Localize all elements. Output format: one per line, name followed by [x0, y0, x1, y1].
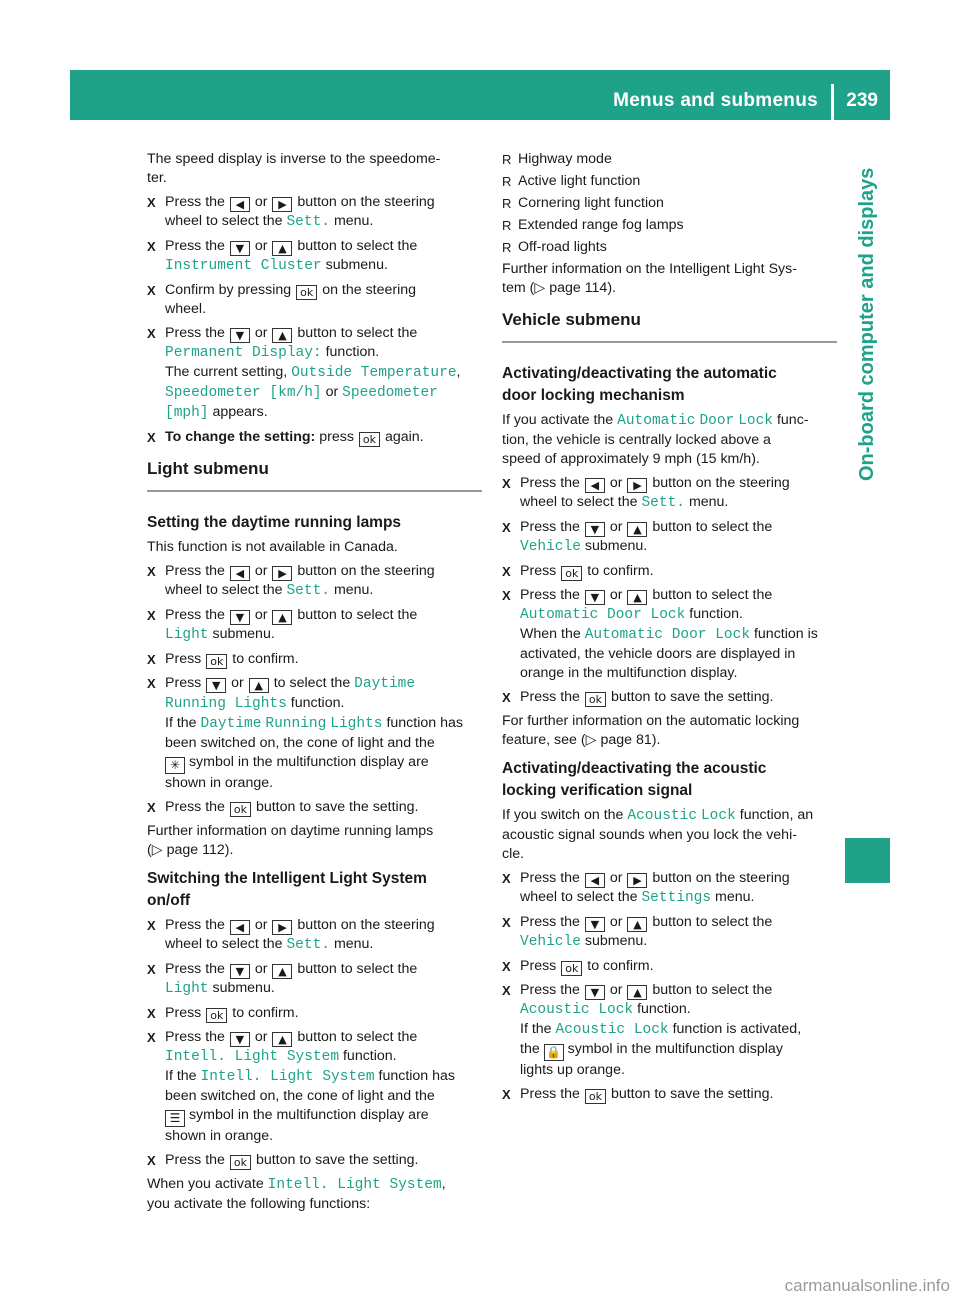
step-arrow-icon: X	[147, 283, 156, 298]
right-key-icon: ▶	[627, 873, 647, 888]
ok-key-icon: ok	[561, 566, 582, 581]
step: X Press the ◀ or ▶ button on the steering wheel to select the Sett. menu.	[147, 563, 435, 599]
ok-key-icon: ok	[561, 961, 582, 976]
up-key-icon: ▲	[249, 678, 269, 693]
ok-key-icon: ok	[585, 692, 606, 707]
step: X Press ▼ or ▲ to select the Daytime Running Lights function. If the Daytime Running Lights function has been switched on, the cone of light and the ✳ symbol in the multifunction display are shown in orange.	[147, 675, 463, 791]
step: X Press the ▼ or ▲ button to select the Instrument Cluster submenu.	[147, 238, 418, 274]
ok-key-icon: ok	[585, 1089, 606, 1104]
down-key-icon: ▼	[230, 1032, 250, 1047]
subheading-acoustic-lock: Activating/deactivating the acoustic locking verification signal	[502, 760, 767, 799]
step: X Press the ▼ or ▲ button to select the Vehicle submenu.	[502, 519, 773, 555]
right-key-icon: ▶	[272, 566, 292, 581]
step: X Press the ▼ or ▲ button to select the Light submenu.	[147, 961, 418, 997]
step: X Press the ▼ or ▲ button to select the Light submenu.	[147, 607, 418, 643]
step-arrow-icon: X	[502, 983, 511, 998]
ils-more-info: Further information on the Intelligent Light Sys- tem (▷ page 114).	[502, 261, 797, 296]
section-heading-vehicle: Vehicle submenu	[502, 310, 837, 343]
bullet-icon: R	[502, 240, 512, 255]
step: X Press the ok button to save the setting.	[502, 1086, 774, 1103]
step-arrow-icon: X	[502, 476, 511, 491]
step: X Press the ▼ or ▲ button to select the Vehicle submenu.	[502, 914, 773, 950]
step: X Press the ok button to save the setting.	[147, 1152, 419, 1169]
right-key-icon: ▶	[627, 478, 647, 493]
down-key-icon: ▼	[230, 610, 250, 625]
step-arrow-icon: X	[502, 690, 511, 705]
step: X Press ok to confirm.	[147, 1005, 299, 1022]
step: X Press the ◀ or ▶ button on the steering wheel to select the Sett. menu.	[147, 917, 435, 953]
step-arrow-icon: X	[147, 676, 156, 691]
step: X Press the ▼ or ▲ button to select the Automatic Door Lock function. When the Automatic Door Lock function is activated, the vehicle doors are displayed in orange in the multifunction display.	[502, 587, 818, 681]
header-bar	[70, 70, 890, 120]
step-arrow-icon: X	[147, 918, 156, 933]
ils-outro: When you activate Intell. Light System, you activate the following functions:	[147, 1176, 446, 1212]
step: X Press the ok button to save the setting.	[502, 689, 774, 706]
left-key-icon: ◀	[585, 873, 605, 888]
step-arrow-icon: X	[147, 962, 156, 977]
up-key-icon: ▲	[272, 241, 292, 256]
list-item: R Active light function	[502, 173, 641, 189]
up-key-icon: ▲	[272, 328, 292, 343]
step: X Press ok to confirm.	[147, 651, 299, 668]
page-number: 239	[846, 90, 878, 111]
step-arrow-icon: X	[147, 430, 156, 445]
section-heading-light: Light submenu	[147, 459, 482, 492]
step: X Press the ▼ or ▲ button to select the Acoustic Lock function. If the Acoustic Lock function is activated, the 🔒 symbol in the multifunction display lights up orange.	[502, 982, 802, 1078]
step: X Press the ▼ or ▲ button to select the Permanent Display: function. The current setting, Outside Temperature, Speedometer [km/h] or Speedometer [mph] appears.	[147, 325, 461, 421]
step-arrow-icon: X	[502, 588, 511, 603]
up-key-icon: ▲	[627, 522, 647, 537]
page-ref-icon: ▷	[151, 842, 163, 858]
step: X Press the ◀ or ▶ button on the steering wheel to select the Sett. menu.	[502, 475, 790, 511]
side-tab-label: On-board computer and displays	[856, 168, 878, 482]
ok-key-icon: ok	[359, 432, 380, 447]
page-ref-icon: ▷	[534, 280, 546, 296]
step-arrow-icon: X	[147, 1006, 156, 1021]
step: X Press ok to confirm.	[502, 563, 654, 580]
left-key-icon: ◀	[230, 566, 250, 581]
list-item: R Cornering light function	[502, 195, 664, 211]
step: X Confirm by pressing ok on the steering wheel.	[147, 282, 417, 317]
bullet-icon: R	[502, 218, 512, 233]
step-arrow-icon: X	[502, 871, 511, 886]
step-arrow-icon: X	[502, 1087, 511, 1102]
ok-key-icon: ok	[206, 1008, 227, 1023]
step: X Press the ◀ or ▶ button on the steering wheel to select the Settings menu.	[502, 870, 790, 906]
step-arrow-icon: X	[147, 608, 156, 623]
bullet-icon: R	[502, 174, 512, 189]
down-key-icon: ▼	[585, 590, 605, 605]
step: X Press the ◀ or ▶ button on the steering wheel to select the Sett. menu.	[147, 194, 435, 230]
up-key-icon: ▲	[627, 985, 647, 1000]
page-section-title: Menus and submenus	[613, 90, 818, 111]
ok-key-icon: ok	[296, 285, 317, 300]
drl-more-info: Further information on daytime running lamps (▷ page 112).	[147, 823, 434, 858]
subheading-auto-lock: Activating/deactivating the automatic door locking mechanism	[502, 365, 777, 404]
daytime-light-icon: ✳	[165, 757, 185, 774]
step-arrow-icon: X	[147, 652, 156, 667]
step-arrow-icon: X	[502, 959, 511, 974]
drl-note: This function is not available in Canada.	[147, 539, 398, 555]
left-key-icon: ◀	[230, 920, 250, 935]
auto-lock-intro: If you activate the Automatic Door Lock func- tion, the vehicle is centrally locked above a speed of approximately 9 mph (15 km/h).	[502, 412, 809, 467]
step: X To change the setting: press ok again.	[147, 429, 424, 446]
up-key-icon: ▲	[272, 610, 292, 625]
down-key-icon: ▼	[585, 917, 605, 932]
step-arrow-icon: X	[147, 326, 156, 341]
step-arrow-icon: X	[147, 239, 156, 254]
subheading-ils: Switching the Intelligent Light System on/off	[147, 870, 427, 909]
step-arrow-icon: X	[147, 564, 156, 579]
intro-paragraph: The speed display is inverse to the speedome- ter.	[147, 151, 441, 186]
right-key-icon: ▶	[272, 197, 292, 212]
step-arrow-icon: X	[147, 800, 156, 815]
step-arrow-icon: X	[147, 1030, 156, 1045]
step-arrow-icon: X	[502, 915, 511, 930]
ok-key-icon: ok	[230, 802, 251, 817]
bullet-icon: R	[502, 196, 512, 211]
step: X Press the ok button to save the setting.	[147, 799, 419, 816]
left-key-icon: ◀	[230, 197, 250, 212]
lock-icon: 🔒	[544, 1044, 564, 1061]
down-key-icon: ▼	[206, 678, 226, 693]
up-key-icon: ▲	[272, 964, 292, 979]
side-tab-marker	[845, 838, 890, 883]
ok-key-icon: ok	[206, 654, 227, 669]
down-key-icon: ▼	[230, 328, 250, 343]
step: X Press ok to confirm.	[502, 958, 654, 975]
left-column	[147, 150, 482, 1219]
subheading-drl: Setting the daytime running lamps	[147, 514, 402, 531]
up-key-icon: ▲	[627, 590, 647, 605]
down-key-icon: ▼	[585, 985, 605, 1000]
ok-key-icon: ok	[230, 1155, 251, 1170]
right-column	[502, 150, 837, 1109]
down-key-icon: ▼	[230, 241, 250, 256]
auto-lock-more-info: For further information on the automatic locking feature, see (▷ page 81).	[502, 713, 800, 748]
left-key-icon: ◀	[585, 478, 605, 493]
down-key-icon: ▼	[230, 964, 250, 979]
up-key-icon: ▲	[272, 1032, 292, 1047]
right-key-icon: ▶	[272, 920, 292, 935]
list-item: R Off-road lights	[502, 239, 607, 255]
step: X Press the ▼ or ▲ button to select the Intell. Light System function. If the Intell. Light System function has been switched on, the cone of light and the ☰ symbol in the multifunction display are shown in orange.	[147, 1029, 456, 1144]
step-arrow-icon: X	[147, 1153, 156, 1168]
step-arrow-icon: X	[147, 195, 156, 210]
down-key-icon: ▼	[585, 522, 605, 537]
page-ref-icon: ▷	[585, 732, 597, 748]
bullet-icon: R	[502, 152, 512, 167]
list-item: R Extended range fog lamps	[502, 217, 684, 233]
step-arrow-icon: X	[502, 564, 511, 579]
acoustic-lock-intro: If you switch on the Acoustic Lock function, an acoustic signal sounds when you lock the vehi- cle.	[502, 807, 814, 862]
list-item: R Highway mode	[502, 151, 612, 167]
watermark: carmanualsonline.info	[784, 1276, 950, 1295]
intelligent-light-icon: ☰	[165, 1110, 185, 1127]
up-key-icon: ▲	[627, 917, 647, 932]
step-arrow-icon: X	[502, 520, 511, 535]
header-divider	[831, 84, 834, 120]
